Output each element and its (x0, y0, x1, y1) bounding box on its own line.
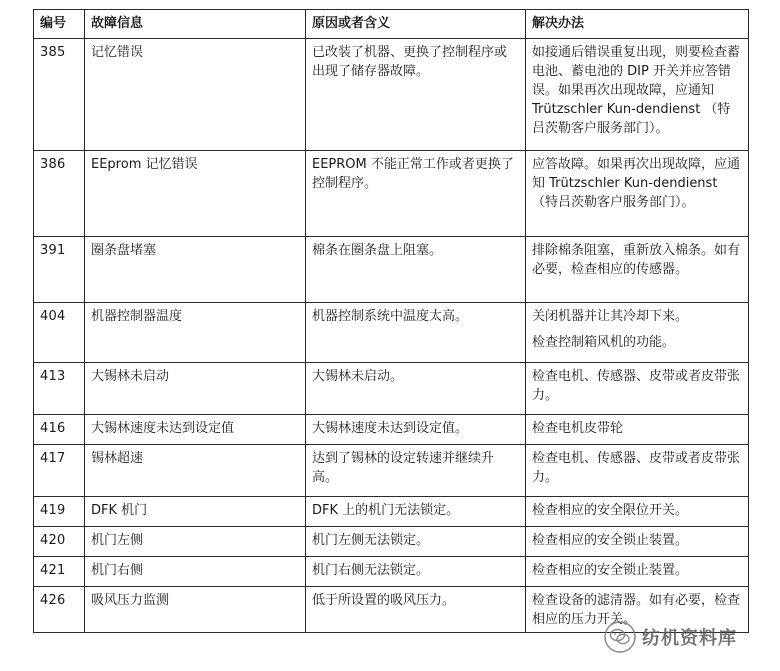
fault-cell: 记忆错误 (85, 39, 306, 151)
header-cause: 原因或者含义 (306, 10, 526, 39)
cause-cell: DFK 上的机门无法锁定。 (306, 497, 526, 527)
header-fault: 故障信息 (85, 10, 306, 39)
cause-cell: 大锡林速度未达到设定值。 (306, 415, 526, 445)
cause-cell: 棉条在圈条盘上阻塞。 (306, 237, 526, 303)
header-row (34, 10, 749, 39)
table-row (34, 151, 749, 237)
table-row (34, 363, 749, 415)
solution-cell (526, 557, 749, 587)
cause-cell: 机门左侧无法锁定。 (306, 527, 526, 557)
code-cell: 416 (34, 415, 85, 445)
fault-cell: 大锡林未启动 (85, 363, 306, 415)
solution-text: 应答故障。如果再次出现故障，应通知 Trützschler Kun-dendienst （特吕茨勒客户服务部门）。 (532, 157, 741, 210)
code-cell: 426 (34, 587, 85, 633)
code-cell: 419 (34, 497, 85, 527)
solution-cell (526, 445, 749, 497)
code-cell: 404 (34, 303, 85, 363)
fault-cell: 机门右侧 (85, 557, 306, 587)
fault-cell: EEprom 记忆错误 (85, 151, 306, 237)
table-row (34, 415, 749, 445)
table-row (34, 497, 749, 527)
solution-text: 关闭机器并让其冷却下来。 (532, 309, 689, 324)
solution-text: 检查电机皮带轮 (532, 421, 624, 436)
fault-cell: 机门左侧 (85, 527, 306, 557)
solution-cell (526, 363, 749, 415)
code-cell: 386 (34, 151, 85, 237)
solution-cell (526, 39, 749, 151)
solution-text: 检查相应的安全锁止装置。 (532, 533, 689, 548)
cause-cell: 机门右侧无法锁定。 (306, 557, 526, 587)
header-solution: 解决办法 (526, 10, 749, 39)
cause-cell: 达到了锡林的设定转速并继续升高。 (306, 445, 526, 497)
cause-cell: 低于所设置的吸风压力。 (306, 587, 526, 633)
code-cell: 391 (34, 237, 85, 303)
table-row (34, 303, 749, 363)
solution-text: 排除棉条阻塞，重新放入棉条。如有必要，检查相应的传感器。 (532, 243, 741, 277)
fault-cell: 吸风压力监测 (85, 587, 306, 633)
fault-cell: 机器控制器温度 (85, 303, 306, 363)
table-row (34, 237, 749, 303)
solution-text: 检查电机、传感器、皮带或者皮带张力。 (532, 369, 741, 403)
cause-cell: EEPROM 不能正常工作或者更换了控制程序。 (306, 151, 526, 237)
solution-cell (526, 415, 749, 445)
code-cell: 421 (34, 557, 85, 587)
fault-cell: 大锡林速度未达到设定值 (85, 415, 306, 445)
solution-text: 检查电机、传感器、皮带或者皮带张力。 (532, 451, 741, 485)
solution-cell (526, 303, 749, 363)
table-row (34, 557, 749, 587)
cause-cell: 大锡林未启动。 (306, 363, 526, 415)
solution-text: 检查控制箱风机的功能。 (532, 335, 676, 350)
cause-cell: 机器控制系统中温度太高。 (306, 303, 526, 363)
solution-text: 检查相应的安全锁止装置。 (532, 563, 689, 578)
table-row (34, 527, 749, 557)
solution-text: 检查相应的安全限位开关。 (532, 503, 689, 518)
wechat-logo-icon (604, 621, 636, 653)
solution-cell (526, 527, 749, 557)
fault-table (33, 9, 749, 633)
header-code: 编号 (34, 10, 85, 39)
solution-cell (526, 151, 749, 237)
table-row (34, 39, 749, 151)
solution-cell (526, 237, 749, 303)
code-cell: 420 (34, 527, 85, 557)
code-cell: 385 (34, 39, 85, 151)
fault-cell: 锡林超速 (85, 445, 306, 497)
code-cell: 417 (34, 445, 85, 497)
watermark-text: 纺机资料库 (642, 628, 737, 649)
code-cell: 413 (34, 363, 85, 415)
watermark (604, 616, 774, 658)
solution-text: 如接通后错误重复出现，则要检查蓄电池、蓄电池的 DIP 开关并应答错误。如果再次出现故障，应通知 Trützschler Kun-dendienst （特吕茨勒客户服务部门）。 (532, 45, 741, 136)
fault-cell: DFK 机门 (85, 497, 306, 527)
solution-cell (526, 497, 749, 527)
solution-text: 检查设备的滤清器。如有必要，检查相应的压力开关。 (532, 593, 741, 627)
table-row (34, 445, 749, 497)
fault-cell: 圈条盘堵塞 (85, 237, 306, 303)
cause-cell: 已改装了机器、更换了控制程序或出现了储存器故障。 (306, 39, 526, 151)
